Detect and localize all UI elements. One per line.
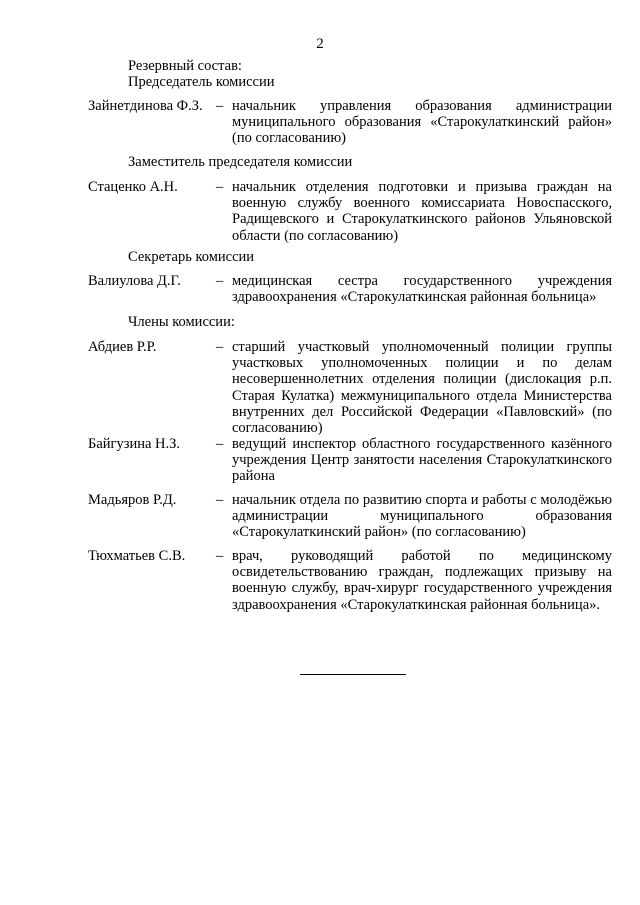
member-position: ведущий инспектор областного государственного казённого учреждения Центр занятости населения Старокулаткинского района — [232, 436, 612, 485]
closing-divider-line — [300, 674, 406, 675]
dash-separator: – — [216, 492, 224, 508]
dash-separator: – — [216, 436, 224, 452]
member-name: Тюхматьев С.В. — [88, 548, 186, 564]
member-position: старший участковый уполномоченный полиции группы участковых уполномоченных полиции и по делам несовершеннолетних отделения полиции (дислокация р.п. Старая Кулатка) межмуниципального отдела Министерства внутренних дел Российской Федерации «Павловский» (по согласованию) — [232, 339, 612, 437]
member-name: Зайнетдинова Ф.З. — [88, 98, 203, 114]
member-name: Абдиев Р.Р. — [88, 339, 157, 355]
dash-separator: – — [216, 339, 224, 355]
commission-entry-deputy — [88, 179, 612, 244]
dash-separator: – — [216, 273, 224, 289]
member-position: начальник отделения подготовки и призыва граждан на военную службу военного комиссариата Новоспасского, Радищевского и Старокулаткинского районов Ульяновской области (по согласованию) — [232, 179, 612, 244]
deputy-chairman-heading: Заместитель председателя комиссии — [128, 154, 353, 170]
member-position: медицинская сестра государственного учреждения здравоохранения «Старокулаткинская районная больница» — [232, 273, 612, 306]
commission-entry-member — [88, 436, 612, 485]
member-position: начальник управления образования администрации муниципального образования «Старокулаткинский район» (по согласованию) — [232, 98, 612, 147]
members-heading: Члены комиссии: — [128, 314, 235, 330]
member-name: Стаценко А.Н. — [88, 179, 178, 195]
dash-separator: – — [216, 98, 224, 114]
commission-entry-member — [88, 492, 612, 541]
commission-entry-member — [88, 339, 612, 436]
member-position: врач, руководящий работой по медицинскому освидетельствованию граждан, подлежащих призыву на военную службу, врач-хирург государственного учреждения здравоохранения «Старокулаткинская районная больница». — [232, 548, 612, 613]
dash-separator: – — [216, 548, 224, 564]
secretary-heading: Секретарь комиссии — [128, 249, 255, 265]
commission-entry-secretary — [88, 273, 612, 305]
dash-separator: – — [216, 179, 224, 195]
page-number: 2 — [316, 36, 324, 52]
commission-entry-chairman — [88, 98, 612, 147]
member-position: начальник отдела по развитию спорта и работы с молодёжью администрации муниципального образования «Старокулаткинский район» (по согласованию) — [232, 492, 612, 541]
member-name: Байгузина Н.З. — [88, 436, 181, 452]
commission-entry-member — [88, 548, 612, 613]
reserve-composition-heading: Резервный состав: — [128, 58, 242, 74]
member-name: Валиулова Д.Г. — [88, 273, 181, 289]
chairman-heading: Председатель комиссии — [128, 74, 275, 90]
member-name: Мадьяров Р.Д. — [88, 492, 177, 508]
